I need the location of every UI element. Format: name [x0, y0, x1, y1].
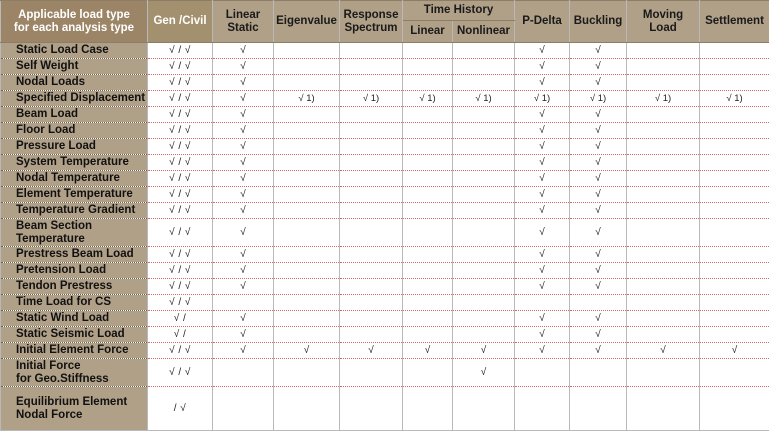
moving-load-cell — [627, 107, 700, 123]
load-type-label — [1, 343, 148, 359]
buckling-cell: √ — [570, 187, 627, 203]
time-history-nonlinear-cell — [453, 219, 515, 247]
eigenvalue-cell — [274, 203, 340, 219]
time-history-linear-cell: √ — [403, 343, 453, 359]
time-history-nonlinear-cell — [453, 139, 515, 155]
time-history-linear-cell — [403, 247, 453, 263]
gen-civil-cell: √ / √ — [148, 359, 213, 387]
response-spectrum-cell — [340, 139, 403, 155]
time-history-nonlinear-cell: √ 1) — [453, 91, 515, 107]
time-history-nonlinear-header: Nonlinear — [453, 21, 515, 43]
linear-static-cell: √ — [213, 155, 274, 171]
time-history-nonlinear-cell: √ — [453, 359, 515, 387]
load-type-label-line1: Static Load Case — [16, 44, 109, 56]
settlement-cell — [700, 59, 769, 75]
p-delta-cell: √ — [515, 247, 570, 263]
gen-civil-cell: √ / √ — [148, 263, 213, 279]
load-type-label-line1: Equilibrium Element — [16, 396, 127, 408]
moving-load-cell — [627, 187, 700, 203]
linear-static-line2: Static — [227, 22, 258, 34]
p-delta-header: P-Delta — [515, 1, 570, 43]
eigenvalue-cell — [274, 59, 340, 75]
gen-civil-header: Gen /Civil — [148, 1, 213, 43]
response-spectrum-cell — [340, 203, 403, 219]
buckling-cell: √ — [570, 247, 627, 263]
buckling-cell: √ — [570, 219, 627, 247]
load-type-label-line1: Temperature Gradient — [16, 204, 135, 216]
moving-load-cell — [627, 171, 700, 187]
p-delta-cell: √ — [515, 155, 570, 171]
load-type-label-line1: Tendon Prestress — [16, 280, 112, 292]
eigenvalue-cell — [274, 359, 340, 387]
buckling-cell: √ — [570, 123, 627, 139]
load-type-label — [1, 311, 148, 327]
buckling-cell: √ — [570, 59, 627, 75]
p-delta-cell: √ — [515, 343, 570, 359]
settlement-cell — [700, 219, 769, 247]
p-delta-cell: √ — [515, 43, 570, 59]
settlement-cell — [700, 107, 769, 123]
p-delta-cell: √ — [515, 187, 570, 203]
moving-load-cell — [627, 263, 700, 279]
settlement-cell — [700, 139, 769, 155]
time-history-nonlinear-cell — [453, 203, 515, 219]
eigenvalue-cell — [274, 219, 340, 247]
time-history-linear-cell — [403, 123, 453, 139]
gen-civil-cell: √ / √ — [148, 107, 213, 123]
settlement-cell — [700, 203, 769, 219]
response-spectrum-cell — [340, 219, 403, 247]
load-type-label-line1: Nodal Temperature — [16, 172, 120, 184]
eigenvalue-cell — [274, 263, 340, 279]
linear-static-cell: √ — [213, 279, 274, 295]
linear-static-cell: √ — [213, 263, 274, 279]
linear-static-cell: √ — [213, 107, 274, 123]
load-type-label-line1: Pressure Load — [16, 140, 96, 152]
eigenvalue-cell — [274, 295, 340, 311]
moving-load-cell — [627, 387, 700, 431]
gen-civil-cell: √ / √ — [148, 279, 213, 295]
linear-static-header — [213, 1, 274, 43]
buckling-cell: √ — [570, 155, 627, 171]
time-history-linear-cell — [403, 295, 453, 311]
time-history-nonlinear-cell — [453, 387, 515, 431]
linear-static-cell: √ — [213, 75, 274, 91]
table-row — [1, 123, 769, 139]
time-history-header: Time History — [403, 1, 515, 21]
table-row — [1, 343, 769, 359]
gen-civil-cell: √ / √ — [148, 343, 213, 359]
table-row — [1, 187, 769, 203]
moving-load-cell — [627, 295, 700, 311]
table-row — [1, 387, 769, 431]
response-spectrum-cell — [340, 279, 403, 295]
table-body — [1, 43, 769, 431]
p-delta-cell: √ — [515, 219, 570, 247]
response-spectrum-cell — [340, 43, 403, 59]
time-history-nonlinear-cell — [453, 107, 515, 123]
eigenvalue-cell: √ — [274, 343, 340, 359]
time-history-nonlinear-cell: √ — [453, 343, 515, 359]
table-row — [1, 107, 769, 123]
load-type-label — [1, 387, 148, 431]
time-history-linear-cell — [403, 279, 453, 295]
linear-static-cell — [213, 359, 274, 387]
response-spectrum-cell — [340, 359, 403, 387]
moving-load-cell — [627, 155, 700, 171]
load-type-label-line1: Static Seismic Load — [16, 328, 125, 340]
response-spectrum-cell — [340, 171, 403, 187]
settlement-cell — [700, 75, 769, 91]
settlement-cell: √ 1) — [700, 91, 769, 107]
table-row — [1, 203, 769, 219]
buckling-cell: √ — [570, 203, 627, 219]
eigenvalue-cell — [274, 187, 340, 203]
response-spectrum-cell — [340, 311, 403, 327]
time-history-linear-cell — [403, 43, 453, 59]
gen-civil-cell: / √ — [148, 387, 213, 431]
load-type-label — [1, 139, 148, 155]
p-delta-cell: √ — [515, 107, 570, 123]
time-history-linear-cell — [403, 75, 453, 91]
load-type-label-line2: for Geo.Stiffness — [16, 373, 109, 385]
response-spectrum-cell — [340, 107, 403, 123]
eigenvalue-cell — [274, 279, 340, 295]
buckling-cell: √ — [570, 75, 627, 91]
settlement-cell — [700, 171, 769, 187]
table-row — [1, 359, 769, 387]
moving-load-cell — [627, 123, 700, 139]
load-type-label-line1: Element Temperature — [16, 188, 133, 200]
linear-static-cell: √ — [213, 343, 274, 359]
load-type-label — [1, 279, 148, 295]
load-type-label-line1: Beam Load — [16, 108, 78, 120]
gen-civil-cell: √ / √ — [148, 43, 213, 59]
linear-static-cell — [213, 295, 274, 311]
time-history-nonlinear-cell — [453, 155, 515, 171]
buckling-cell — [570, 295, 627, 311]
moving-load-cell — [627, 359, 700, 387]
linear-static-cell: √ — [213, 203, 274, 219]
settlement-cell — [700, 327, 769, 343]
p-delta-cell: √ — [515, 311, 570, 327]
moving-load-cell — [627, 59, 700, 75]
settlement-cell — [700, 123, 769, 139]
load-type-label — [1, 43, 148, 59]
load-type-label — [1, 107, 148, 123]
gen-civil-cell: √ / — [148, 327, 213, 343]
p-delta-cell: √ — [515, 59, 570, 75]
eigenvalue-cell — [274, 387, 340, 431]
time-history-linear-cell — [403, 59, 453, 75]
eigenvalue-cell — [274, 155, 340, 171]
moving-load-cell — [627, 203, 700, 219]
gen-civil-cell: √ / √ — [148, 247, 213, 263]
load-type-label-line1: Pretension Load — [16, 264, 106, 276]
time-history-linear-cell — [403, 203, 453, 219]
response-spectrum-cell — [340, 295, 403, 311]
table-row — [1, 91, 769, 107]
gen-civil-cell: √ / √ — [148, 295, 213, 311]
gen-civil-cell: √ / √ — [148, 123, 213, 139]
buckling-cell: √ — [570, 279, 627, 295]
eigenvalue-cell — [274, 171, 340, 187]
moving-load-cell — [627, 219, 700, 247]
response-spectrum-cell — [340, 75, 403, 91]
time-history-linear-cell — [403, 107, 453, 123]
settlement-cell — [700, 247, 769, 263]
time-history-nonlinear-cell — [453, 59, 515, 75]
load-type-label — [1, 203, 148, 219]
load-type-label-line1: Initial Element Force — [16, 344, 128, 356]
p-delta-cell: √ — [515, 263, 570, 279]
load-type-label-line1: Static Wind Load — [16, 312, 109, 324]
load-type-label — [1, 59, 148, 75]
buckling-cell: √ — [570, 107, 627, 123]
response-spectrum-cell — [340, 155, 403, 171]
linear-static-cell: √ — [213, 123, 274, 139]
moving-load-cell — [627, 247, 700, 263]
eigenvalue-cell — [274, 43, 340, 59]
settlement-cell — [700, 263, 769, 279]
settlement-cell — [700, 387, 769, 431]
p-delta-cell — [515, 295, 570, 311]
settlement-cell — [700, 43, 769, 59]
load-type-label-line1: Initial Force — [16, 360, 81, 372]
eigenvalue-cell — [274, 327, 340, 343]
table-row — [1, 327, 769, 343]
settlement-cell: √ — [700, 343, 769, 359]
settlement-cell — [700, 295, 769, 311]
gen-civil-cell: √ / √ — [148, 219, 213, 247]
table-row — [1, 311, 769, 327]
p-delta-cell — [515, 387, 570, 431]
buckling-cell: √ — [570, 139, 627, 155]
time-history-linear-cell — [403, 171, 453, 187]
p-delta-cell: √ — [515, 279, 570, 295]
load-type-label — [1, 295, 148, 311]
linear-static-cell: √ — [213, 327, 274, 343]
eigenvalue-cell — [274, 139, 340, 155]
buckling-cell: √ — [570, 263, 627, 279]
eigenvalue-cell — [274, 107, 340, 123]
time-history-nonlinear-cell — [453, 311, 515, 327]
settlement-cell — [700, 279, 769, 295]
load-type-label-line1: Prestress Beam Load — [16, 248, 134, 260]
moving-load-cell — [627, 311, 700, 327]
p-delta-cell: √ — [515, 75, 570, 91]
linear-static-cell: √ — [213, 247, 274, 263]
load-type-label — [1, 75, 148, 91]
response-spectrum-cell — [340, 263, 403, 279]
load-type-label — [1, 359, 148, 387]
moving-load-cell — [627, 327, 700, 343]
table-row — [1, 247, 769, 263]
response-spectrum-line2: Spectrum — [344, 22, 397, 34]
linear-static-cell: √ — [213, 43, 274, 59]
time-history-linear-cell — [403, 263, 453, 279]
buckling-cell — [570, 359, 627, 387]
gen-civil-cell: √ / √ — [148, 91, 213, 107]
response-spectrum-cell — [340, 327, 403, 343]
gen-civil-cell: √ / √ — [148, 171, 213, 187]
time-history-nonlinear-cell — [453, 187, 515, 203]
load-type-label-line1: Beam Section — [16, 220, 92, 232]
settlement-header: Settlement — [700, 1, 769, 43]
load-type-label — [1, 171, 148, 187]
corner-header — [1, 1, 148, 43]
time-history-linear-cell — [403, 187, 453, 203]
load-type-label-line2: Nodal Force — [16, 409, 82, 421]
p-delta-cell — [515, 359, 570, 387]
table-row — [1, 139, 769, 155]
response-spectrum-line1: Response — [344, 9, 399, 21]
buckling-cell: √ — [570, 171, 627, 187]
p-delta-cell: √ — [515, 139, 570, 155]
buckling-cell: √ — [570, 343, 627, 359]
time-history-linear-header: Linear — [403, 21, 453, 43]
time-history-linear-cell — [403, 139, 453, 155]
response-spectrum-cell — [340, 187, 403, 203]
gen-civil-cell: √ / √ — [148, 59, 213, 75]
gen-civil-cell: √ / — [148, 311, 213, 327]
moving-load-cell: √ — [627, 343, 700, 359]
p-delta-cell: √ — [515, 203, 570, 219]
linear-static-cell: √ — [213, 139, 274, 155]
linear-static-cell: √ — [213, 187, 274, 203]
linear-static-line1: Linear — [226, 9, 261, 21]
settlement-cell — [700, 359, 769, 387]
eigenvalue-cell — [274, 75, 340, 91]
load-type-label-line1: System Temperature — [16, 156, 129, 168]
load-type-label — [1, 155, 148, 171]
eigenvalue-cell — [274, 123, 340, 139]
eigenvalue-cell — [274, 247, 340, 263]
moving-load-cell: √ 1) — [627, 91, 700, 107]
time-history-nonlinear-cell — [453, 279, 515, 295]
response-spectrum-header — [340, 1, 403, 43]
p-delta-cell: √ — [515, 327, 570, 343]
eigenvalue-cell: √ 1) — [274, 91, 340, 107]
moving-load-cell — [627, 43, 700, 59]
moving-load-line1: Moving — [643, 9, 683, 21]
gen-civil-cell: √ / √ — [148, 139, 213, 155]
gen-civil-cell: √ / √ — [148, 155, 213, 171]
time-history-nonlinear-cell — [453, 295, 515, 311]
response-spectrum-cell — [340, 123, 403, 139]
p-delta-cell: √ — [515, 123, 570, 139]
moving-load-line2: Load — [649, 22, 676, 34]
load-type-label — [1, 123, 148, 139]
p-delta-cell: √ — [515, 171, 570, 187]
moving-load-header — [627, 1, 700, 43]
buckling-cell — [570, 387, 627, 431]
time-history-linear-cell — [403, 387, 453, 431]
moving-load-cell — [627, 279, 700, 295]
linear-static-cell: √ — [213, 219, 274, 247]
time-history-nonlinear-cell — [453, 171, 515, 187]
buckling-cell: √ — [570, 311, 627, 327]
load-type-label-line1: Specified Displacement — [16, 92, 145, 104]
gen-civil-cell: √ / √ — [148, 203, 213, 219]
table-row — [1, 219, 769, 247]
load-type-label — [1, 327, 148, 343]
response-spectrum-cell — [340, 247, 403, 263]
time-history-linear-cell — [403, 311, 453, 327]
corner-header-line1: Applicable load type — [18, 9, 130, 21]
buckling-cell: √ — [570, 43, 627, 59]
linear-static-cell: √ — [213, 59, 274, 75]
buckling-cell: √ — [570, 327, 627, 343]
time-history-nonlinear-cell — [453, 247, 515, 263]
table-row — [1, 279, 769, 295]
load-type-label — [1, 247, 148, 263]
load-type-label-line1: Floor Load — [16, 124, 75, 136]
load-type-label-line2: Temperature — [16, 233, 85, 245]
table-row — [1, 59, 769, 75]
load-type-label — [1, 263, 148, 279]
time-history-nonlinear-cell — [453, 75, 515, 91]
response-spectrum-cell: √ — [340, 343, 403, 359]
load-type-label-line1: Self Weight — [16, 60, 78, 72]
load-type-label — [1, 91, 148, 107]
linear-static-cell — [213, 387, 274, 431]
moving-load-cell — [627, 75, 700, 91]
time-history-nonlinear-cell — [453, 43, 515, 59]
gen-civil-cell: √ / √ — [148, 75, 213, 91]
buckling-cell: √ 1) — [570, 91, 627, 107]
linear-static-cell: √ — [213, 91, 274, 107]
table-row — [1, 295, 769, 311]
buckling-header: Buckling — [570, 1, 627, 43]
corner-header-line2: for each analysis type — [14, 22, 134, 34]
load-type-label — [1, 219, 148, 247]
time-history-linear-cell: √ 1) — [403, 91, 453, 107]
settlement-cell — [700, 187, 769, 203]
load-type-label-line1: Nodal Loads — [16, 76, 85, 88]
table-row — [1, 155, 769, 171]
table-row — [1, 171, 769, 187]
time-history-nonlinear-cell — [453, 263, 515, 279]
settlement-cell — [700, 311, 769, 327]
linear-static-cell: √ — [213, 311, 274, 327]
eigenvalue-header: Eigenvalue — [274, 1, 340, 43]
table-row — [1, 263, 769, 279]
time-history-linear-cell — [403, 359, 453, 387]
time-history-nonlinear-cell — [453, 123, 515, 139]
eigenvalue-cell — [274, 311, 340, 327]
response-spectrum-cell: √ 1) — [340, 91, 403, 107]
linear-static-cell: √ — [213, 171, 274, 187]
gen-civil-cell: √ / √ — [148, 187, 213, 203]
time-history-linear-cell — [403, 155, 453, 171]
table-row — [1, 75, 769, 91]
table-row — [1, 43, 769, 59]
moving-load-cell — [627, 139, 700, 155]
p-delta-cell: √ 1) — [515, 91, 570, 107]
settlement-cell — [700, 155, 769, 171]
load-type-label — [1, 187, 148, 203]
time-history-linear-cell — [403, 219, 453, 247]
response-spectrum-cell — [340, 387, 403, 431]
response-spectrum-cell — [340, 59, 403, 75]
time-history-nonlinear-cell — [453, 327, 515, 343]
load-type-label-line1: Time Load for CS — [16, 296, 111, 308]
time-history-linear-cell — [403, 327, 453, 343]
